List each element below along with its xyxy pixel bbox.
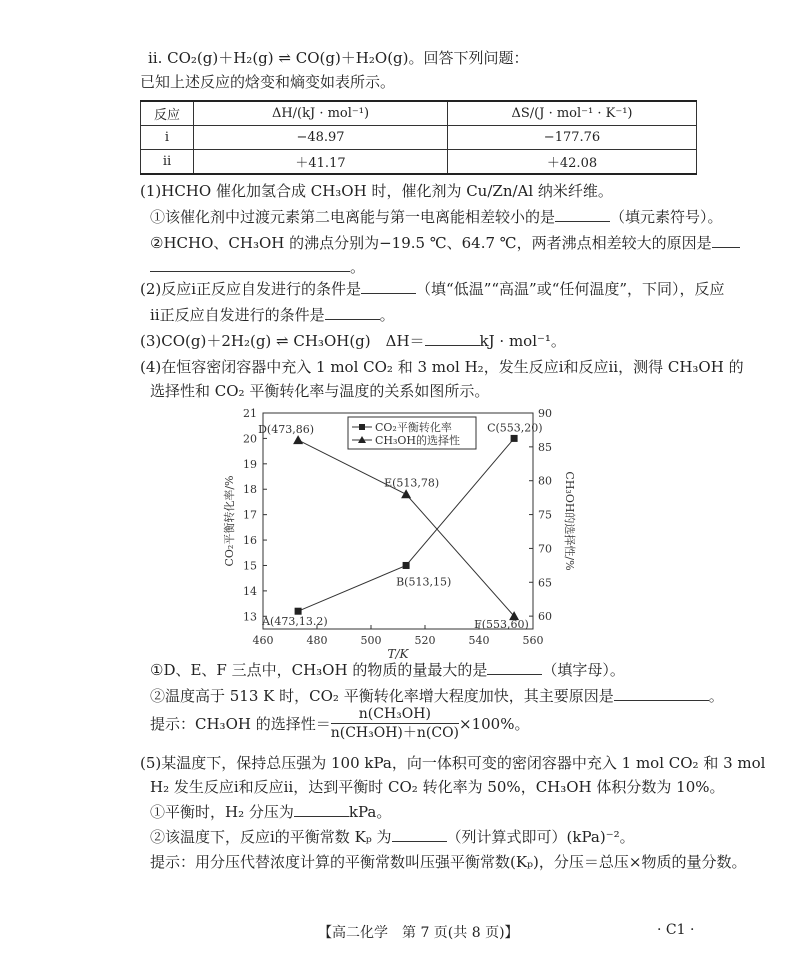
answer-blank[interactable]	[294, 802, 349, 817]
q1-a	[150, 207, 723, 227]
thermo-table	[140, 100, 697, 175]
answer-blank[interactable]	[487, 660, 542, 675]
q1-b	[150, 233, 740, 253]
q5-line1: (5)某温度下，保持总压强为 100 kPa，向一体积可变的密闭容器中充入 1 mol CO₂ 和 3 mol	[140, 754, 766, 772]
q5-line2: H₂ 发生反应ⅰ和反应ⅱ，达到平衡时 CO₂ 转化率为 50%，CH₃OH 体积分数为 10%。	[150, 778, 725, 796]
y-right-tick-label: 80	[538, 474, 552, 488]
answer-blank[interactable]	[392, 827, 447, 842]
answer-blank[interactable]	[712, 233, 740, 248]
chart	[220, 400, 580, 665]
y-left-tick-label: 13	[243, 610, 257, 624]
triangle-marker	[293, 435, 303, 444]
header-reaction: 反应	[141, 101, 194, 126]
cell: ＋42.08	[448, 150, 697, 175]
fraction-denominator: n(CH₃OH)＋n(CO)	[330, 725, 460, 741]
q2-tail: （填“低温”“高温”或“任何温度”，下同），反应	[416, 280, 725, 298]
y-left-tick-label: 20	[243, 432, 257, 446]
cell: ⅱ	[141, 150, 194, 175]
table-row	[141, 150, 697, 175]
q1-b-tail: 。	[350, 258, 366, 276]
q4-b-tail: 。	[708, 687, 724, 705]
y-right-axis-label: CH₃OH的选择性/%	[563, 471, 576, 571]
q5-b-text: ②该温度下，反应ⅰ的平衡常数 Kₚ 为	[150, 828, 392, 846]
q5-b	[150, 827, 635, 847]
cell: ⅰ	[141, 126, 194, 150]
legend-label: CO₂平衡转化率	[375, 421, 452, 434]
cell: −48.97	[194, 126, 448, 150]
q5-hint: 提示：用分压代替浓度计算的平衡常数叫压强平衡常数(Kₚ)，分压＝总压×物质的量分数。	[150, 853, 747, 871]
q2	[140, 279, 725, 299]
q1-a-tail: （填元素符号）。	[610, 208, 723, 226]
x-tick-label: 560	[522, 634, 544, 647]
answer-blank[interactable]	[150, 257, 350, 272]
y-right-tick-label: 65	[538, 576, 552, 590]
hint-label: 提示：CH₃OH 的选择性＝	[150, 715, 331, 733]
q4-hint	[150, 705, 529, 742]
page-footer: 【高二化学 第 7 页(共 8 页)】	[318, 925, 519, 941]
answer-blank[interactable]	[361, 279, 416, 294]
q1-stem: (1)HCHO 催化加氢合成 CH₃OH 时，催化剂为 Cu/Zn/Al 纳米纤维。	[140, 182, 613, 200]
square-marker	[403, 562, 410, 569]
header-ds: ΔS/(J · mol⁻¹ · K⁻¹)	[448, 101, 697, 126]
q3-text: (3)CO(g)＋2H₂(g) ⇌ CH₃OH(g) ΔH＝	[140, 332, 425, 350]
y-left-tick-label: 15	[243, 559, 257, 573]
selectivity-fraction	[331, 705, 459, 742]
q4-a-tail: （填字母）。	[542, 661, 625, 679]
y-left-tick-label: 17	[243, 508, 257, 522]
header-dh: ΔH/(kJ · mol⁻¹)	[194, 101, 448, 126]
q2-text: (2)反应ⅰ正反应自发进行的条件是	[140, 280, 362, 298]
triangle-marker	[401, 489, 411, 498]
q2-cont	[150, 305, 395, 325]
q1-b-text: ②HCHO、CH₃OH 的沸点分别为−19.5 ℃、64.7 ℃，两者沸点相差较大的原因是	[150, 234, 712, 252]
y-right-tick-label: 70	[538, 542, 552, 556]
q5-a	[150, 802, 391, 822]
point-label: B(513,15)	[396, 575, 452, 589]
paper-code: · C1 ·	[657, 922, 695, 938]
x-axis-label: T/K	[387, 647, 409, 661]
table-row	[141, 126, 697, 150]
q2-line2: ⅱ正反应自发进行的条件是	[150, 306, 325, 324]
x-tick-label: 500	[360, 634, 382, 647]
point-label: F(553,60)	[474, 618, 529, 632]
answer-blank[interactable]	[614, 686, 709, 701]
q4-a	[150, 660, 625, 680]
x-tick-label: 540	[468, 634, 490, 647]
reaction-ii-line: ⅱ. CO₂(g)＋H₂(g) ⇌ CO(g)＋H₂O(g)。回答下列问题：	[148, 49, 529, 67]
cell: ＋41.17	[194, 150, 448, 175]
legend-label: CH₃OH的选择性	[375, 434, 461, 447]
q1-b-cont	[150, 257, 365, 277]
q5-b-tail: （列计算式即可）(kPa)⁻²。	[446, 828, 635, 846]
y-right-tick-label: 85	[538, 440, 552, 454]
square-marker	[295, 608, 302, 615]
y-right-tick-label: 60	[538, 610, 552, 624]
hint-tail: ×100%。	[459, 715, 530, 733]
legend-square-icon	[359, 424, 365, 430]
fraction-numerator: n(CH₃OH)	[331, 705, 459, 724]
q4-line2: 选择性和 CO₂ 平衡转化率与温度的关系如图所示。	[150, 382, 490, 400]
q5-a-text: ①平衡时，H₂ 分压为	[150, 803, 294, 821]
series-line-2	[298, 440, 514, 616]
y-left-tick-label: 18	[243, 483, 257, 497]
point-label: E(513,78)	[384, 476, 440, 490]
q2-line2-tail: 。	[379, 306, 395, 324]
answer-blank[interactable]	[425, 331, 480, 346]
x-tick-label: 460	[252, 634, 274, 647]
point-label: D(473,86)	[258, 423, 315, 437]
q3	[140, 331, 566, 351]
cell: −177.76	[448, 126, 697, 150]
q4-b	[150, 686, 724, 706]
y-left-tick-label: 19	[243, 457, 257, 471]
y-left-tick-label: 21	[243, 407, 257, 420]
y-left-tick-label: 14	[243, 584, 257, 598]
point-label: C(553,20)	[487, 421, 543, 435]
point-label: A(473,13.2)	[262, 615, 328, 629]
y-left-axis-label: CO₂平衡转化率/%	[223, 475, 236, 567]
x-tick-label: 520	[414, 634, 436, 647]
q4-b-text: ②温度高于 513 K 时，CO₂ 平衡转化率增大程度加快，其主要原因是	[150, 687, 614, 705]
x-tick-label: 480	[306, 634, 328, 647]
q5-a-tail: kPa。	[348, 803, 392, 821]
q4-line1: (4)在恒容密闭容器中充入 1 mol CO₂ 和 3 mol H₂，发生反应ⅰ和反应ⅱ，测得 CH₃OH 的	[140, 358, 744, 376]
q3-tail: kJ · mol⁻¹。	[479, 332, 566, 350]
table-header-row	[141, 101, 697, 126]
q4-a-text: ①D、E、F 三点中，CH₃OH 的物质的量最大的是	[150, 661, 488, 679]
y-left-tick-label: 16	[243, 534, 257, 548]
table-intro: 已知上述反应的焓变和熵变如表所示。	[140, 73, 396, 91]
y-right-tick-label: 75	[538, 508, 552, 522]
square-marker	[511, 435, 518, 442]
q1-a-text: ①该催化剂中过渡元素第二电离能与第一电离能相差较小的是	[150, 208, 556, 226]
answer-blank[interactable]	[555, 207, 610, 222]
y-right-tick-label: 90	[538, 407, 552, 420]
answer-blank[interactable]	[325, 305, 380, 320]
